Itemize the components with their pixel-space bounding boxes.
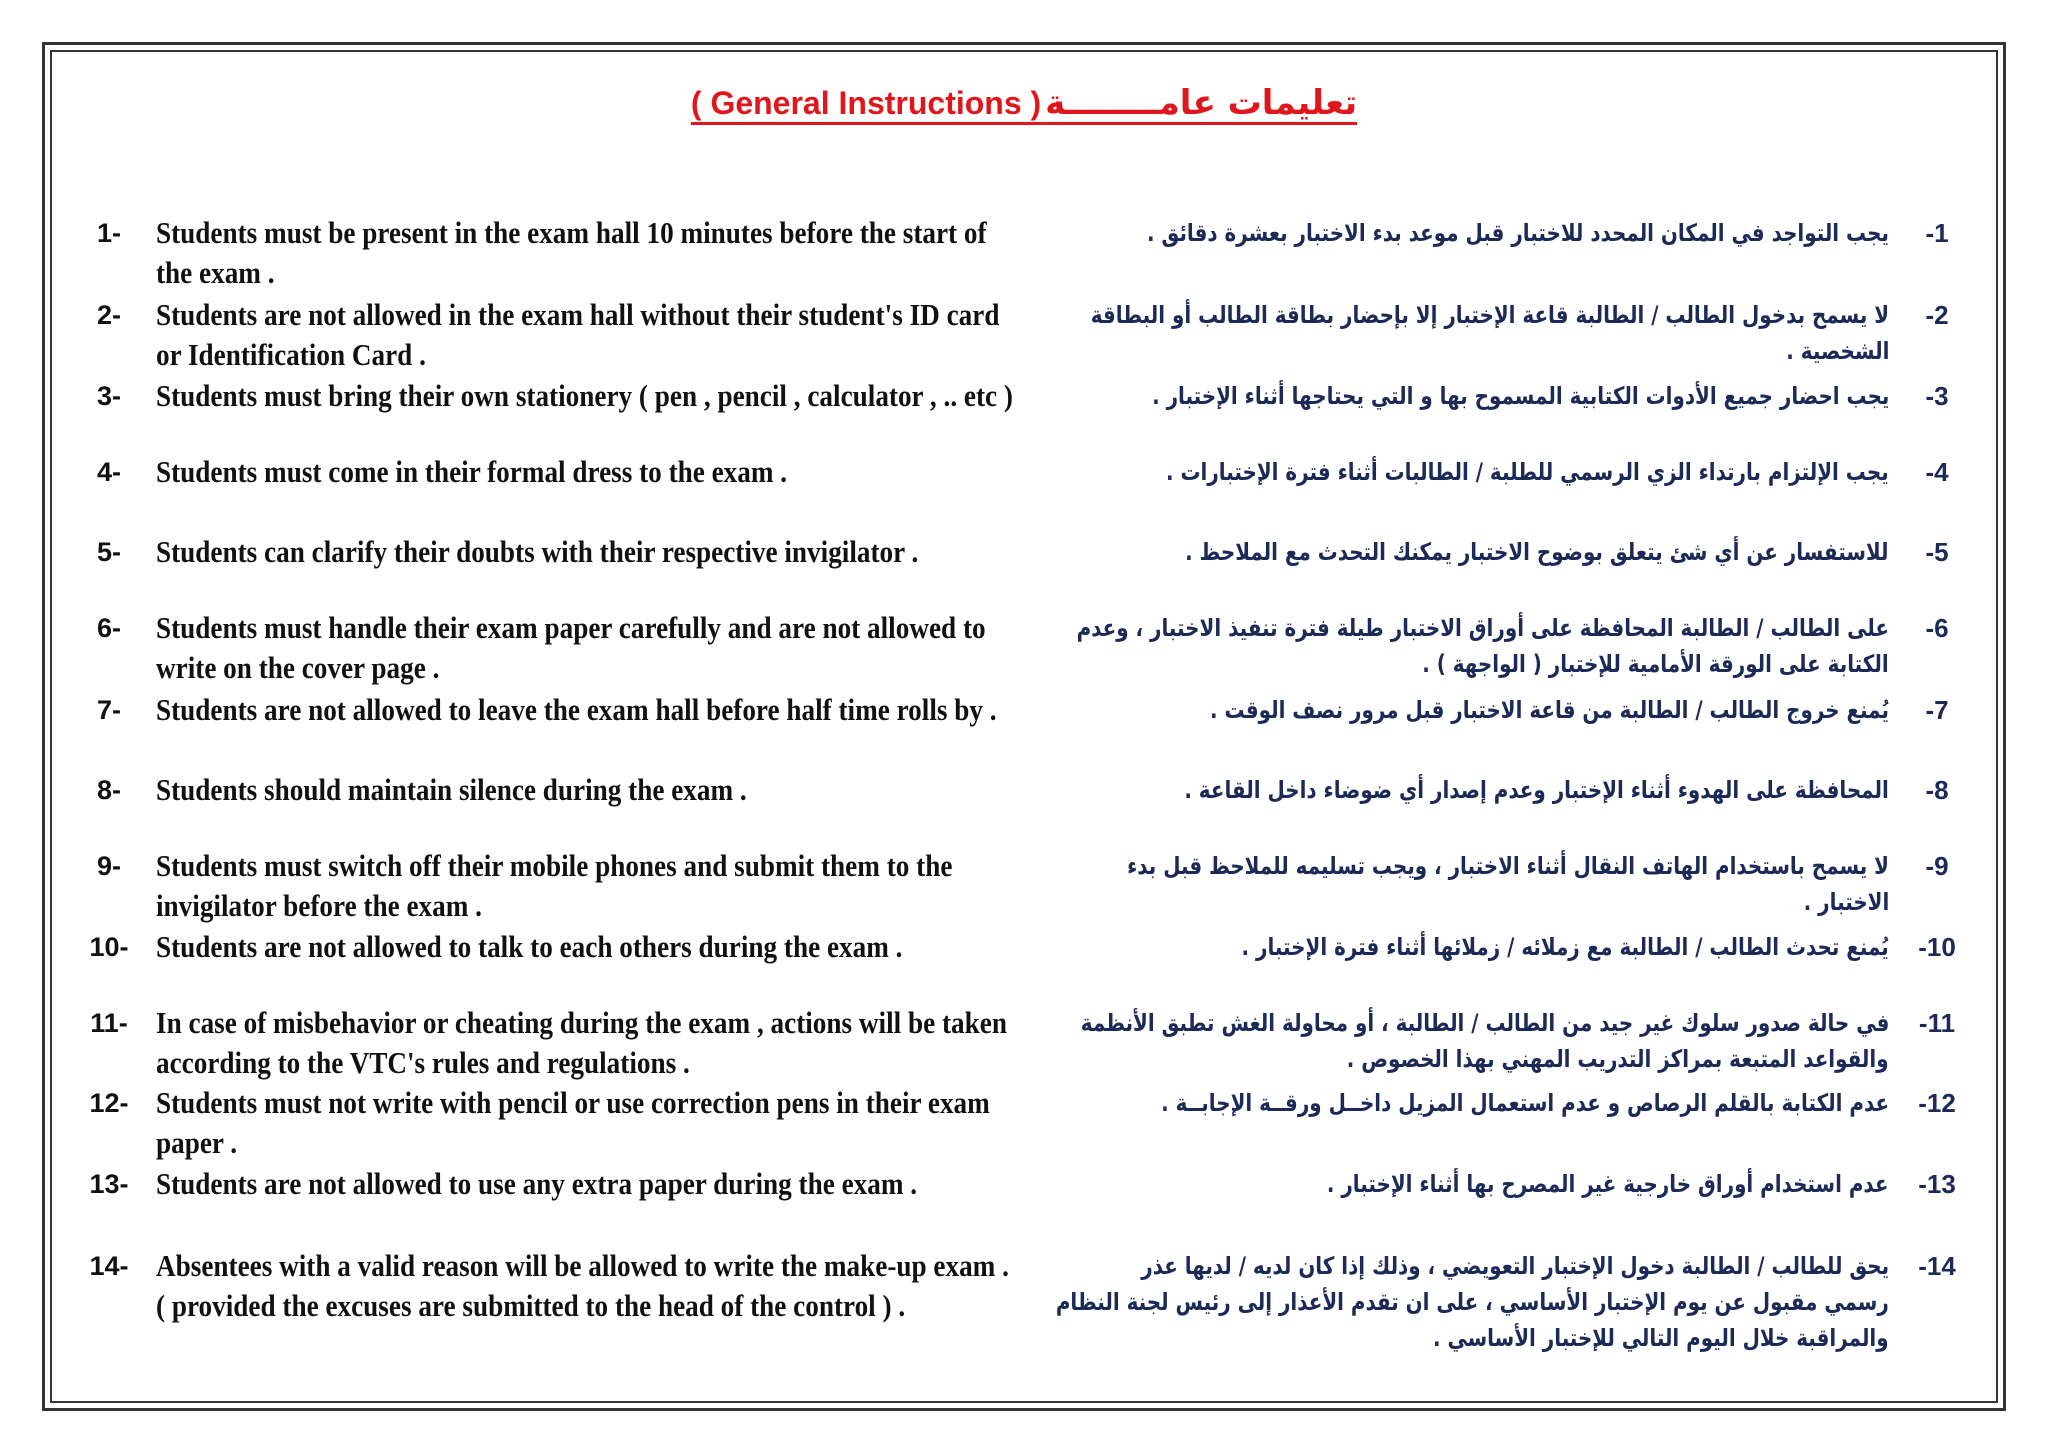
arabic-instruction-line: للاستفسار عن أي شئ يتعلق بوضوح الاختبار يمكنك التحدث مع الملاحظ . <box>1185 538 1889 566</box>
arabic-item-number: -4 <box>1925 457 1949 487</box>
english-item-number: 12- <box>89 1088 129 1118</box>
english-instruction-line: Students are not allowed in the exam hall without their student's ID card <box>156 297 1000 332</box>
arabic-instruction <box>889 1085 1889 1121</box>
english-item-number: 11- <box>90 1008 128 1038</box>
arabic-instruction-line: الاختبار . <box>1803 888 1889 916</box>
instruction-row <box>0 1246 2048 1358</box>
arabic-instruction-line: المحافظة على الهدوء أثناء الإختبار وعدم إصدار أي ضوضاء داخل القاعة . <box>1184 776 1889 804</box>
english-instruction-line: Students must handle their exam paper carefully and are not allowed to <box>156 610 986 645</box>
instruction-row <box>0 608 2048 688</box>
arabic-instruction <box>889 454 1889 490</box>
english-instruction-line: Students must be present in the exam hall 10 minutes before the start of <box>156 215 987 250</box>
arabic-instruction-line: رسمي مقبول عن يوم الإختبار الأساسي ، على ان تقدم الأعذار إلى رئيس لجنة النظام <box>1056 1288 1889 1316</box>
english-instruction-line: invigilator before the exam . <box>156 888 482 923</box>
english-item-number: 1- <box>96 218 121 248</box>
arabic-instruction-line: يحق للطالب / الطالبة دخول الإختبار التعويضي ، وذلك إذا كان لديه / لديها عذر <box>1141 1252 1889 1280</box>
arabic-instruction-line: على الطالب / الطالبة المحافظة على أوراق الاختبار طيلة فترة تنفيذ الاختبار ، وعدم <box>1076 614 1889 642</box>
arabic-instruction <box>889 692 1889 728</box>
arabic-item-number: -1 <box>1925 218 1949 248</box>
instruction-row <box>0 213 2048 293</box>
english-item-number: 7- <box>96 695 121 725</box>
english-item-number: 13- <box>89 1169 129 1199</box>
english-instruction-line: Students must not write with pencil or use correction pens in their exam <box>156 1085 990 1120</box>
arabic-instruction-line: والقواعد المتبعة بمراكز التدريب المهني بهذا الخصوص . <box>1347 1045 1889 1073</box>
arabic-item-number: -6 <box>1925 613 1949 643</box>
english-instruction-line: according to the VTC's rules and regulations . <box>156 1045 690 1080</box>
arabic-instruction <box>889 297 1889 369</box>
arabic-instruction <box>889 378 1889 414</box>
arabic-instruction <box>889 534 1889 570</box>
english-instruction-line: Absentees with a valid reason will be allowed to write the make-up exam . <box>156 1248 1009 1283</box>
english-instruction-line: In case of misbehavior or cheating during the exam , actions will be taken <box>156 1005 1007 1040</box>
arabic-instruction <box>889 1248 1889 1356</box>
arabic-instruction-line: يجب التواجد في المكان المحدد للاختبار قبل موعد بدء الاختبار بعشرة دقائق . <box>1147 219 1889 247</box>
english-item-number: 14- <box>89 1251 129 1281</box>
arabic-instruction-line: والمراقبة خلال اليوم التالي للإختبار الأساسي . <box>1433 1324 1889 1352</box>
arabic-item-number: -5 <box>1925 537 1949 567</box>
arabic-item-number: -13 <box>1918 1169 1956 1199</box>
instruction-row <box>0 1003 2048 1083</box>
instruction-row <box>0 690 2048 730</box>
title-arabic: تعليمات عامــــــــة <box>1045 83 1358 123</box>
arabic-instruction <box>889 848 1889 920</box>
arabic-instruction-line: عدم الكتابة بالقلم الرصاص و عدم استعمال المزيل داخــل ورقــة الإجابــة . <box>1161 1089 1889 1117</box>
arabic-instruction-line: يجب احضار جميع الأدوات الكتابية المسموح بها و التي يحتاجها أثناء الإختبار . <box>1151 382 1889 410</box>
arabic-instruction <box>889 215 1889 251</box>
arabic-item-number: -7 <box>1925 695 1949 725</box>
arabic-item-number: -12 <box>1918 1088 1956 1118</box>
arabic-instruction-line: لا يسمح باستخدام الهاتف النقال أثناء الاختبار ، ويجب تسليمه للملاحظ قبل بدء <box>1127 852 1889 880</box>
english-instruction-line: ( provided the excuses are submitted to the head of the control ) . <box>156 1288 906 1323</box>
instruction-row <box>0 1083 2048 1163</box>
english-item-number: 4- <box>96 457 121 487</box>
arabic-instruction <box>889 929 1889 965</box>
english-item-number: 6- <box>96 613 121 643</box>
arabic-instruction-line: الكتابة على الورقة الأمامية للإختبار ( الواجهة ) . <box>1422 650 1889 678</box>
arabic-instruction-line: يُمنع خروج الطالب / الطالبة من قاعة الاختبار قبل مرور نصف الوقت . <box>1210 696 1889 724</box>
english-instruction-line: Students can clarify their doubts with their respective invigilator . <box>156 534 919 569</box>
title-english: ( General Instructions ) <box>690 85 1042 121</box>
arabic-item-number: -14 <box>1918 1251 1956 1281</box>
instruction-row <box>0 770 2048 810</box>
arabic-item-number: -2 <box>1925 300 1949 330</box>
english-item-number: 10- <box>89 932 129 962</box>
english-instruction-line: write on the cover page . <box>156 650 440 685</box>
arabic-instruction <box>889 772 1889 808</box>
english-item-number: 3- <box>96 381 121 411</box>
english-instruction-line: paper . <box>156 1125 238 1160</box>
arabic-item-number: -10 <box>1918 932 1956 962</box>
english-instruction-line: Students are not allowed to leave the exam hall before half time rolls by . <box>156 692 997 727</box>
english-instruction-line: Students must come in their formal dress to the exam . <box>156 454 788 489</box>
english-instruction-line: Students are not allowed to talk to each others during the exam . <box>156 929 903 964</box>
arabic-instruction-line: لا يسمح بدخول الطالب / الطالبة قاعة الإختبار إلا بإحضار بطاقة الطالب أو البطاقة <box>1090 301 1889 329</box>
english-item-number: 2- <box>96 300 121 330</box>
arabic-item-number: -8 <box>1925 775 1949 805</box>
english-instruction-line: Students should maintain silence during the exam . <box>156 772 747 807</box>
arabic-instruction-line: في حالة صدور سلوك غير جيد من الطالب / الطالبة ، أو محاولة الغش تطبق الأنظمة <box>1080 1009 1889 1037</box>
instruction-row <box>0 927 2048 967</box>
english-instruction-line: the exam . <box>156 255 275 290</box>
arabic-instruction-line: يجب الإلتزام بارتداء الزي الرسمي للطلبة / الطالبات أثناء فترة الإختبارات . <box>1166 458 1889 486</box>
arabic-item-number: -3 <box>1925 381 1949 411</box>
instruction-row <box>0 1164 2048 1204</box>
instruction-row <box>0 295 2048 375</box>
arabic-item-number: -9 <box>1925 851 1949 881</box>
instruction-row <box>0 452 2048 492</box>
instruction-row <box>0 532 2048 572</box>
english-instruction-line: or Identification Card . <box>156 337 426 372</box>
english-instruction-line: Students must bring their own stationery ( pen , pencil , calculator , .. etc ) <box>156 378 1013 413</box>
arabic-instruction <box>889 1005 1889 1077</box>
english-instruction-line: Students are not allowed to use any extra paper during the exam . <box>156 1166 918 1201</box>
english-instruction-line: Students must switch off their mobile phones and submit them to the <box>156 848 953 883</box>
arabic-instruction-line: عدم استخدام أوراق خارجية غير المصرح بها أثناء الإختبار . <box>1327 1170 1889 1198</box>
instruction-row <box>0 376 2048 416</box>
instruction-row <box>0 846 2048 926</box>
arabic-instruction-line: يُمنع تحدث الطالب / الطالبة مع زملائه / زملائها أثناء فترة الإختبار . <box>1241 933 1889 961</box>
arabic-instruction-line: الشخصية . <box>1785 337 1889 365</box>
arabic-item-number: -11 <box>1918 1008 1956 1038</box>
arabic-instruction <box>889 610 1889 682</box>
title-container <box>0 78 2048 135</box>
page-title <box>691 78 1357 135</box>
english-item-number: 9- <box>96 851 121 881</box>
english-item-number: 8- <box>96 775 121 805</box>
english-item-number: 5- <box>96 537 121 567</box>
arabic-instruction <box>889 1166 1889 1202</box>
